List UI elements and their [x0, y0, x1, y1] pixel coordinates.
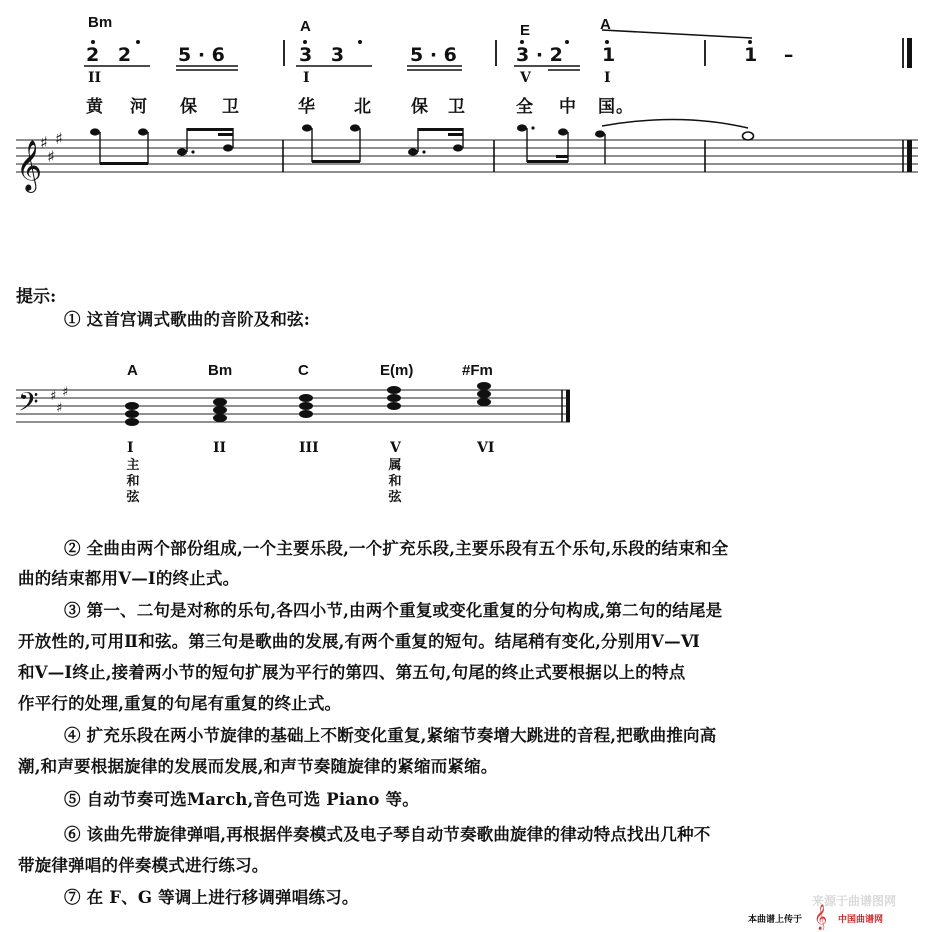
lyric-char: 国。 — [598, 97, 634, 117]
chord-name: Bm — [208, 362, 233, 379]
site-name: 中国曲谱网 — [838, 915, 884, 925]
svg-text:♯: ♯ — [56, 401, 63, 416]
chord-degree: I — [303, 70, 310, 86]
chord-degree: V — [520, 70, 531, 86]
lyric-char: 保 — [411, 97, 429, 117]
lyric-char: 卫 — [222, 97, 240, 117]
tip-item-3-line-1: ③ 第一、二句是对称的乐句,各四小节,由两个重复或变化重复的分句构成,第二句的结尾是 — [64, 601, 723, 620]
watermark: 来源于曲谱图网 — [812, 894, 897, 908]
chord-name: A — [127, 362, 138, 379]
bass-clef-icon: 𝄢 — [18, 386, 39, 424]
note-group: 3 3 — [299, 44, 351, 66]
tip-item-3-line-4: 作平行的处理,重复的句尾有重复的终止式。 — [18, 694, 342, 713]
chord-degree: II — [213, 440, 227, 456]
lyric-char: 北 — [354, 97, 372, 117]
logo-icon — [812, 900, 836, 930]
chord-degree: VI — [477, 440, 495, 456]
chord-degree: V — [390, 440, 401, 456]
key-signature-icon — [40, 129, 63, 166]
chord-symbol: A — [600, 16, 611, 33]
lyric-char: 保 — [180, 97, 198, 117]
lyric-char: 黄 — [86, 97, 104, 117]
tip-item-2-line-1: ② 全曲由两个部份组成,一个主要乐段,一个扩充乐段,主要乐段有五个乐句,乐段的结束和全 — [64, 539, 729, 558]
tip-item-1: ① 这首宫调式歌曲的音阶及和弦: — [64, 310, 311, 329]
tip-item-5: ⑤ 自动节奏可选March,音色可选 Piano 等。 — [64, 790, 419, 809]
note-group: 5 · 6 — [410, 44, 457, 66]
numbered-notation-marks — [0, 0, 938, 120]
tip-item-6-line-1: ⑥ 该曲先带旋律弹唱,再根据伴奏模式及电子琴自动节奏歌曲旋律的律动特点找出几种不 — [64, 825, 711, 844]
chord-degree: II — [88, 70, 102, 86]
chord-symbol: Bm — [88, 14, 113, 31]
tips-title: 提示: — [16, 287, 57, 307]
lyric-char: 卫 — [448, 97, 466, 117]
svg-text:♯: ♯ — [55, 129, 63, 148]
chord-name: #Fm — [462, 362, 493, 379]
tip-item-2-line-2: 曲的结束都用Ⅴ—Ⅰ的终止式。 — [18, 569, 240, 588]
bass-staff — [0, 380, 938, 440]
chord-symbol: E — [520, 22, 531, 39]
lyric-char: 中 — [559, 97, 577, 117]
staff-notation — [0, 118, 938, 198]
svg-text:𝄞: 𝄞 — [814, 905, 828, 930]
svg-text:♯: ♯ — [40, 133, 48, 152]
tonic-chord-label: 主和弦 — [126, 458, 140, 505]
svg-text:♯: ♯ — [62, 385, 69, 400]
chord-name: C — [298, 362, 309, 379]
tip-item-6-line-2: 带旋律弹唱的伴奏模式进行练习。 — [18, 856, 269, 875]
lyric-char: 华 — [298, 97, 316, 117]
chord-degree: III — [299, 440, 319, 456]
tip-item-3-line-2: 开放性的,可用Ⅱ和弦。第三句是歌曲的发展,有两个重复的短句。结尾稍有变化,分别用Ⅴ—Ⅵ — [18, 632, 701, 651]
chord-symbol: A — [300, 18, 311, 35]
note-group: 1 – — [744, 44, 804, 66]
tip-item-4-line-2: 潮,和声要根据旋律的发展而发展,和声节奏随旋律的紧缩而紧缩。 — [18, 757, 498, 776]
svg-text:♯: ♯ — [47, 147, 55, 166]
chord-name: E(m) — [380, 362, 414, 379]
lyric-char: 全 — [516, 97, 534, 117]
tip-item-4-line-1: ④ 扩充乐段在两小节旋律的基础上不断变化重复,紧缩节奏增大跳进的音程,把歌曲推向高 — [64, 726, 717, 745]
note-group: 2 2 — [86, 44, 138, 66]
upload-note: 本曲谱上传于 — [748, 915, 803, 925]
lyric-char: 河 — [130, 97, 148, 117]
note-group: 3 · 2 — [516, 44, 563, 66]
note-group: 1 — [602, 44, 616, 66]
tip-item-3-line-3: 和Ⅴ—Ⅰ终止,接着两小节的短句扩展为平行的第四、第五句,句尾的终止式要根据以上的特点 — [18, 663, 686, 682]
svg-text:♯: ♯ — [50, 389, 57, 404]
dominant-chord-label: 属和弦 — [388, 458, 402, 505]
chord-degree: I — [127, 440, 134, 456]
treble-clef-icon: 𝄞 — [16, 140, 43, 191]
notes — [90, 124, 754, 165]
note-group: 5 · 6 — [178, 44, 225, 66]
chord-degree: I — [604, 70, 611, 86]
tip-item-7: ⑦ 在 F、G 等调上进行移调弹唱练习。 — [64, 888, 359, 907]
